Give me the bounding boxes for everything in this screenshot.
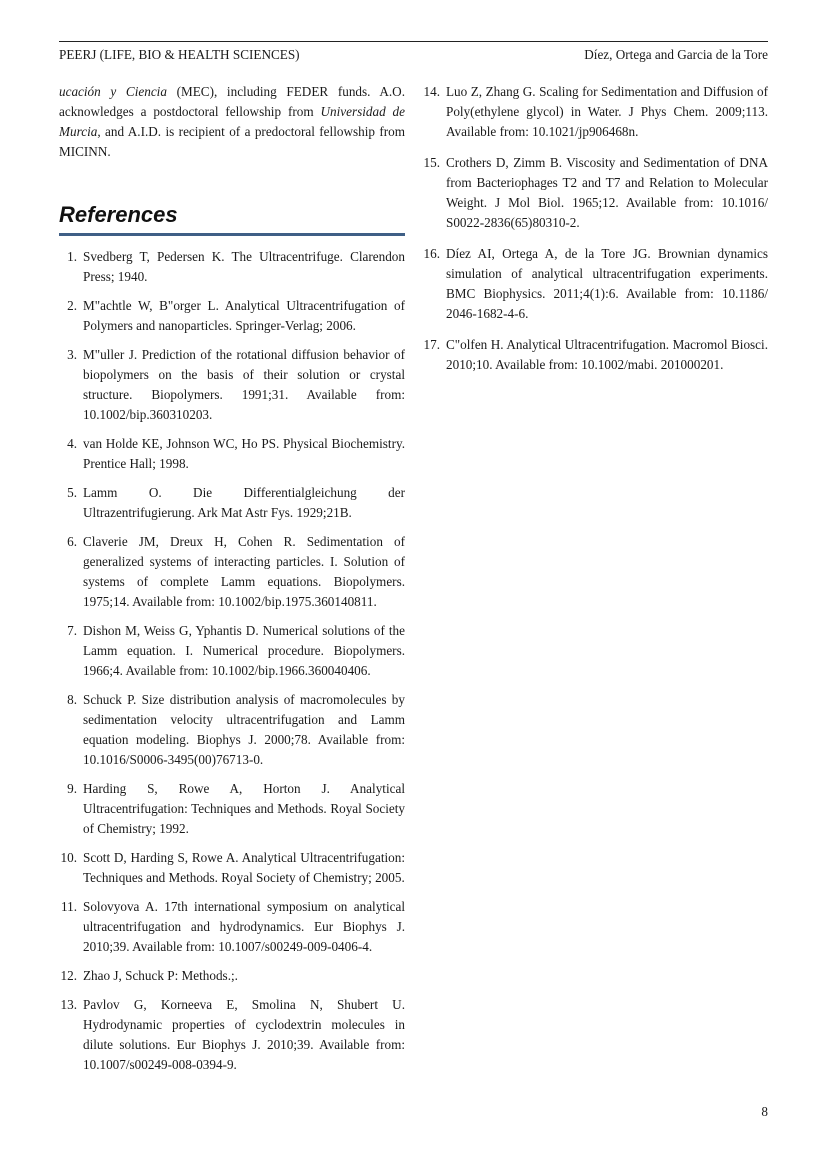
ack-text-2: , and A.I.D. is recipient of a predoctoral fellowship from MICINN.	[59, 124, 405, 159]
reference-number: 12.	[60, 968, 77, 983]
reference-number: 13.	[60, 997, 77, 1012]
reference-item	[59, 995, 405, 1075]
reference-number: 5.	[67, 485, 77, 500]
reference-number: 10.	[60, 850, 77, 865]
reference-number: 6.	[67, 534, 77, 549]
reference-text: Pavlov G, Korneeva E, Smolina N, Shubert U. Hydrodynamic properties of cyclodextrin molecules in dilute solutions. Eur Biophys J. 2010;39. Available from: 10.1007/s00249-008-0394-9.	[83, 997, 405, 1072]
reference-number: 3.	[67, 347, 77, 362]
reference-item	[59, 434, 405, 474]
reference-number: 17.	[423, 337, 440, 352]
reference-text: Scott D, Harding S, Rowe A. Analytical Ultracentrifugation: Techniques and Methods. Royal Society of Chemistry; 2005.	[83, 850, 405, 885]
reference-number: 15.	[423, 155, 440, 170]
ack-text-1: (MEC), including FEDER funds. A.O. acknowledges a postdoctoral fellowship from	[59, 84, 406, 119]
running-header	[59, 41, 768, 64]
reference-item	[59, 483, 405, 523]
reference-item	[59, 247, 405, 287]
reference-number: 14.	[423, 84, 440, 99]
reference-item	[59, 621, 405, 681]
reference-text: Claverie JM, Dreux H, Cohen R. Sedimentation of generalized systems of interacting particles. I. Solution of systems of complete Lamm equations. Biopolymers. 1975;14. Available from: 10.1002/bip.1975.360140811.	[83, 534, 405, 609]
journal-name: PEERJ (LIFE, BIO & HEALTH SCIENCES)	[59, 47, 300, 62]
reference-text: Solovyova A. 17th international symposium on analytical ultracentrifugation and hydrodynamics. Eur Biophys J. 2010;39. Available from: 10.1007/s00249-009-0406-4.	[83, 899, 405, 954]
reference-text: Lamm O. Die Differentialgleichung der Ultrazentrifugierung. Ark Mat Astr Fys. 1929;21B.	[83, 485, 405, 520]
reference-number: 2.	[67, 298, 77, 313]
references-heading: References	[59, 202, 405, 236]
reference-text: M"achtle W, B"orger L. Analytical Ultracentrifugation of Polymers and nanoparticles. Springer-Verlag; 2006.	[83, 298, 405, 333]
reference-text: van Holde KE, Johnson WC, Ho PS. Physical Biochemistry. Prentice Hall; 1998.	[83, 436, 405, 471]
left-column	[59, 82, 405, 1084]
reference-number: 1.	[67, 249, 77, 264]
reference-item	[59, 779, 405, 839]
reference-item	[422, 82, 768, 142]
reference-number: 11.	[61, 899, 77, 914]
reference-text: Díez AI, Ortega A, de la Tore JG. Brownian dynamics simulation of analytical ultracentrifugation experiments. BMC Biophysics. 2011;4(1):6. Available from: 10.1186/ 2046-1682-4-6.	[446, 246, 768, 321]
reference-item	[59, 345, 405, 425]
references-list-left	[59, 247, 405, 1075]
references-list-right	[422, 82, 768, 375]
reference-text: Schuck P. Size distribution analysis of macromolecules by sedimentation velocity ultracentrifugation and Lamm equation modeling. Biophys J. 2000;78. Available from: 10.1016/S0006-3495(00)76713-0.	[83, 692, 405, 767]
reference-text: Luo Z, Zhang G. Scaling for Sedimentation and Diffusion of Poly(ethylene glycol) in Water. J Phys Chem. 2009;113. Available from: 10.1021/jp906468n.	[446, 84, 768, 139]
reference-item	[59, 296, 405, 336]
ack-italic-2: Universidad de Murcia	[59, 104, 405, 139]
reference-text: M"uller J. Prediction of the rotational diffusion behavior of biopolymers on the basis of their solution or crystal structure. Biopolymers. 1991;31. Available from: 10.1002/bip.360310203.	[83, 347, 405, 422]
right-column	[422, 82, 768, 386]
reference-number: 16.	[423, 246, 440, 261]
reference-number: 8.	[67, 692, 77, 707]
reference-number: 7.	[67, 623, 77, 638]
acknowledgements-paragraph	[59, 82, 405, 162]
reference-item	[422, 335, 768, 375]
header-authors: Díez, Ortega and Garcia de la Tore	[584, 47, 768, 62]
reference-text: Zhao J, Schuck P: Methods.;.	[83, 968, 238, 983]
reference-item	[59, 848, 405, 888]
reference-number: 4.	[67, 436, 77, 451]
ack-italic-1: ucación y Ciencia	[59, 84, 167, 99]
reference-item	[422, 153, 768, 233]
reference-number: 9.	[67, 781, 77, 796]
reference-item	[422, 244, 768, 324]
reference-item	[59, 690, 405, 770]
reference-text: Svedberg T, Pedersen K. The Ultracentrifuge. Clarendon Press; 1940.	[83, 249, 405, 284]
reference-item	[59, 532, 405, 612]
reference-text: Dishon M, Weiss G, Yphantis D. Numerical solutions of the Lamm equation. I. Numerical procedure. Biopolymers. 1966;4. Available from: 10.1002/bip.1966.360040406.	[83, 623, 405, 678]
page-number: 8	[761, 1104, 768, 1119]
reference-text: Crothers D, Zimm B. Viscosity and Sedimentation of DNA from Bacteriophages T2 and T7 and Relation to Molecular Weight. J Mol Biol. 1965;12. Available from: 10.1016/ S0022-2836(65)80310-2.	[446, 155, 768, 230]
reference-text: Harding S, Rowe A, Horton J. Analytical Ultracentrifugation: Techniques and Methods. Royal Society of Chemistry; 1992.	[83, 781, 405, 836]
reference-item	[59, 897, 405, 957]
reference-item	[59, 966, 405, 986]
reference-text: C"olfen H. Analytical Ultracentrifugation. Macromol Biosci. 2010;10. Available from: 10.1002/mabi. 201000201.	[446, 337, 768, 372]
